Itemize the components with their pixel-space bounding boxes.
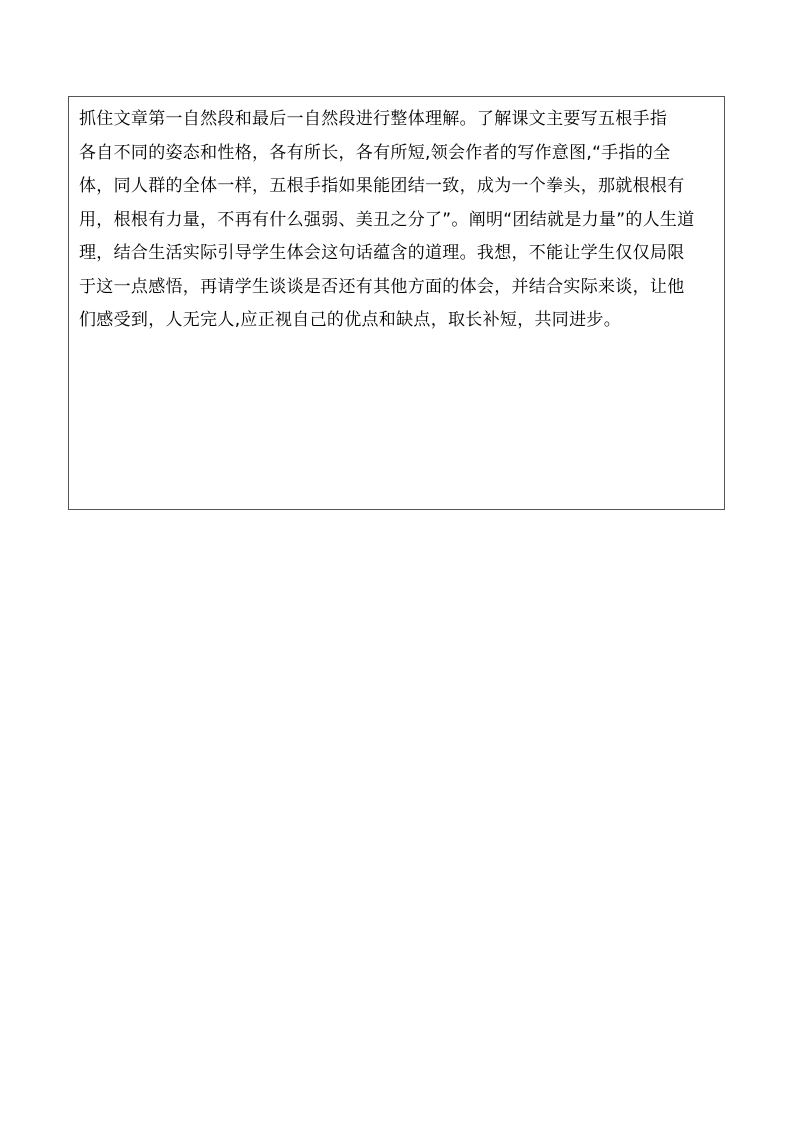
paragraph-line-1: 抓住文章第一自然段和最后一自然段进行整体理解。了解课文主要写五根手指 bbox=[79, 109, 668, 129]
paragraph-line-7: 们感受到，人无完人,应正视自己的优点和缺点，取长补短，共同进步。 bbox=[79, 310, 622, 330]
paragraph-line-6: 于这一点感悟，再请学生谈谈是否还有其他方面的体会，并结合实际来谈，让他 bbox=[79, 276, 685, 297]
paragraph-line-3: 体，同人群的全体一样，五根手指如果能团结一致，成为一个拳头，那就根根有 bbox=[79, 176, 685, 196]
paragraph-line-2: 各自不同的姿态和性格，各有所长，各有所短,领会作者的写作意图,“手指的全 bbox=[79, 142, 671, 163]
paragraph-line-4: 用，根根有力量，不再有什么强弱、美丑之分了”。阐明“团结就是力量”的人生道 bbox=[79, 209, 695, 230]
text-box bbox=[68, 96, 725, 510]
paragraph-line-5: 理，结合生活实际引导学生体会这句话蕴含的道理。我想，不能让学生仅仅局限 bbox=[79, 243, 685, 263]
